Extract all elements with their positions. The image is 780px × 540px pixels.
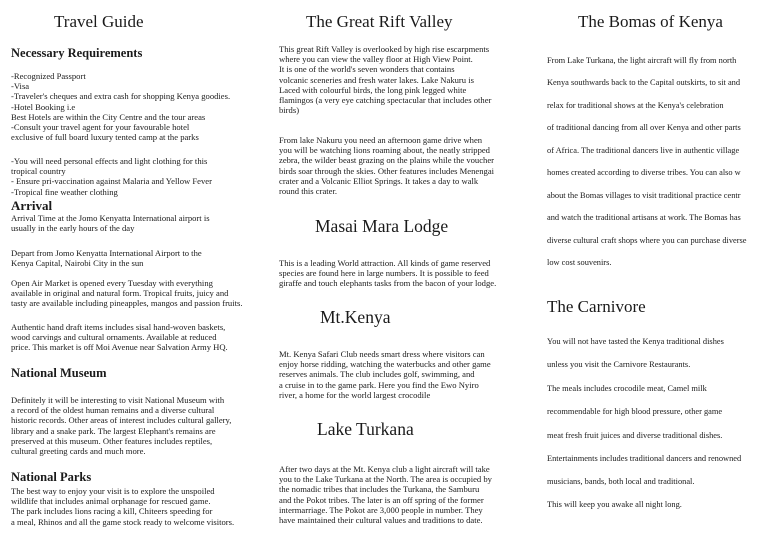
rift-valley-title: The Great Rift Valley (306, 12, 453, 31)
necessary-requirements-heading: Necessary Requirements (11, 46, 143, 60)
requirements-list: -Recognized Passport -Visa -Traveler's cheques and extra cash for shopping Kenya goodies. -Hotel Booking i.e Best Hotels are within the City Centre and the tour areas -Consult your travel agent for your favourable hotel exclusive of full board luxury tented camp at the parks (11, 71, 231, 143)
carnivore-line: You will not have tasted the Kenya traditional dishes (547, 337, 724, 346)
bomas-line: and watch the traditional artisans at work. The Bomas has (547, 213, 741, 222)
carnivore-line: The meals includes crocodile meat, Camel milk (547, 384, 707, 393)
bomas-line: about the Bomas villages to visit traditional practice centr (547, 191, 741, 200)
museum-text: Definitely it will be interesting to visit National Museum with a record of the oldest human remains and a diverse cultural historic records. Other areas of interest includes cultural gallery, library and a snake park. The largest Elephant's remains are preserved at this museum. Other features includes reptiles, cultural greeting cards and much more. (11, 395, 232, 457)
mt-kenya-heading: Mt.Kenya (320, 307, 391, 327)
arrival-heading: Arrival (11, 198, 53, 213)
carnivore-heading: The Carnivore (547, 297, 646, 316)
bomas-line: homes created according to diverse tribes. You can also w (547, 168, 741, 177)
carnivore-line: musicians, bands, both local and traditional. (547, 477, 695, 486)
carnivore-line: This will keep you awake all night long. (547, 500, 682, 509)
departure-text: Depart from Jomo Kenyatta International Airport to the Kenya Capital, Nairobi City in the sun (11, 248, 202, 269)
lake-nakuru-text: From lake Nakuru you need an afternoon game drive when you will be watching lions roaming about, the neatly stripped zebra, the wilder beast grazing on the plains while the voucher birds soar through the skies. Other features includes Menengai crater and a Volcanic Elliot Springs. It takes a day to walk round this crater. (279, 135, 495, 197)
rift-valley-text: This great Rift Valley is overlooked by high rise escarpments where you can view the valley floor at High View Point. It is one of the world's seven wonders that contains volcanic sceneries and fresh water lakes. Lake Nakuru is Laced with colourful birds, the long pink legged white flamingos (a very eye catching spectacular that includes other birds) (279, 44, 492, 116)
bomas-line: low cost souvenirs. (547, 258, 612, 267)
requirements-list-2: -You will need personal effects and light clothing for this tropical country - Ensure pri-vaccination against Malaria and Yellow Fever -Tropical fine weather clothing (11, 156, 212, 197)
bomas-line: of traditional dancing from all over Kenya and other parts (547, 123, 741, 132)
national-parks-heading: National Parks (11, 470, 92, 484)
market-text: Open Air Market is opened every Tuesday with everything available in original and natural form. Tropical fruits, juicy and tasty are available including pineapples, mangos and passion fruits. (11, 278, 243, 309)
bomas-line: diverse cultural craft shops where you can purchase diverse (547, 236, 747, 245)
mt-kenya-text: Mt. Kenya Safari Club needs smart dress where visitors can enjoy horse ridding, watching the waterbucks and other game reserves animals. The club includes golf, swimming, and a cruise in to the game park. Here you find the Ewo Nyiro river, a home for the world largest crocodile (279, 349, 491, 400)
bomas-line: From Lake Turkana, the light aircraft will fly from north (547, 56, 737, 65)
lake-turkana-text: After two days at the Mt. Kenya club a light aircraft will take you to the Lake Turkana at the North. The area is occupied by the nomadic tribes that includes the Turkana, the Samburu and the Pokot tribes. The later is an off spring of the former intermarriage. The Pokot are 3,000 people in number. They have maintained their cultural values and traditions to date. (279, 464, 492, 526)
national-museum-heading: National Museum (11, 366, 107, 380)
masai-mara-heading: Masai Mara Lodge (315, 216, 449, 236)
lake-turkana-heading: Lake Turkana (317, 419, 414, 439)
carnivore-line: meat fresh fruit juices and diverse traditional dishes. (547, 431, 723, 440)
bomas-line: of Africa. The traditional dancers live in authentic village (547, 146, 740, 155)
carnivore-line: Entertainments includes traditional dancers and renowned (547, 454, 742, 463)
crafts-text: Authentic hand draft items includes sisal hand-woven baskets, wood carvings and cultural ornaments. Available at reduced price. This market is off Moi Avenue near Salvation Army HQ. (11, 322, 228, 353)
carnivore-line: unless you visit the Carnivore Restaurants. (547, 360, 691, 369)
masai-mara-text: This is a leading World attraction. All kinds of game reserved species are found here in large numbers. It is possible to feed giraffe and touch elephants tasks from the bacon of your lodge. (279, 258, 497, 289)
rift-valley-column (277, 0, 532, 540)
bomas-column (545, 0, 780, 540)
bomas-line: Kenya southwards back to the Capital outskirts, to sit and (547, 78, 741, 87)
bomas-line: relax for traditional shows at the Kenya's celebration (547, 101, 724, 110)
travel-guide-column (0, 0, 272, 540)
arrival-text: Arrival Time at the Jomo Kenyatta International airport is usually in the early hours of the day (11, 213, 210, 234)
parks-text: The best way to enjoy your visit is to explore the unspoiled wildlife that includes animal orphanage for rescued game. The park includes lions racing a kill, Chiteers speeding for a meal, Rhinos and all the game stock ready to welcome visitors. (11, 486, 235, 527)
carnivore-line: recommendable for high blood pressure, other game (547, 407, 723, 416)
travel-guide-title: Travel Guide (54, 12, 144, 31)
bomas-title: The Bomas of Kenya (578, 12, 723, 31)
